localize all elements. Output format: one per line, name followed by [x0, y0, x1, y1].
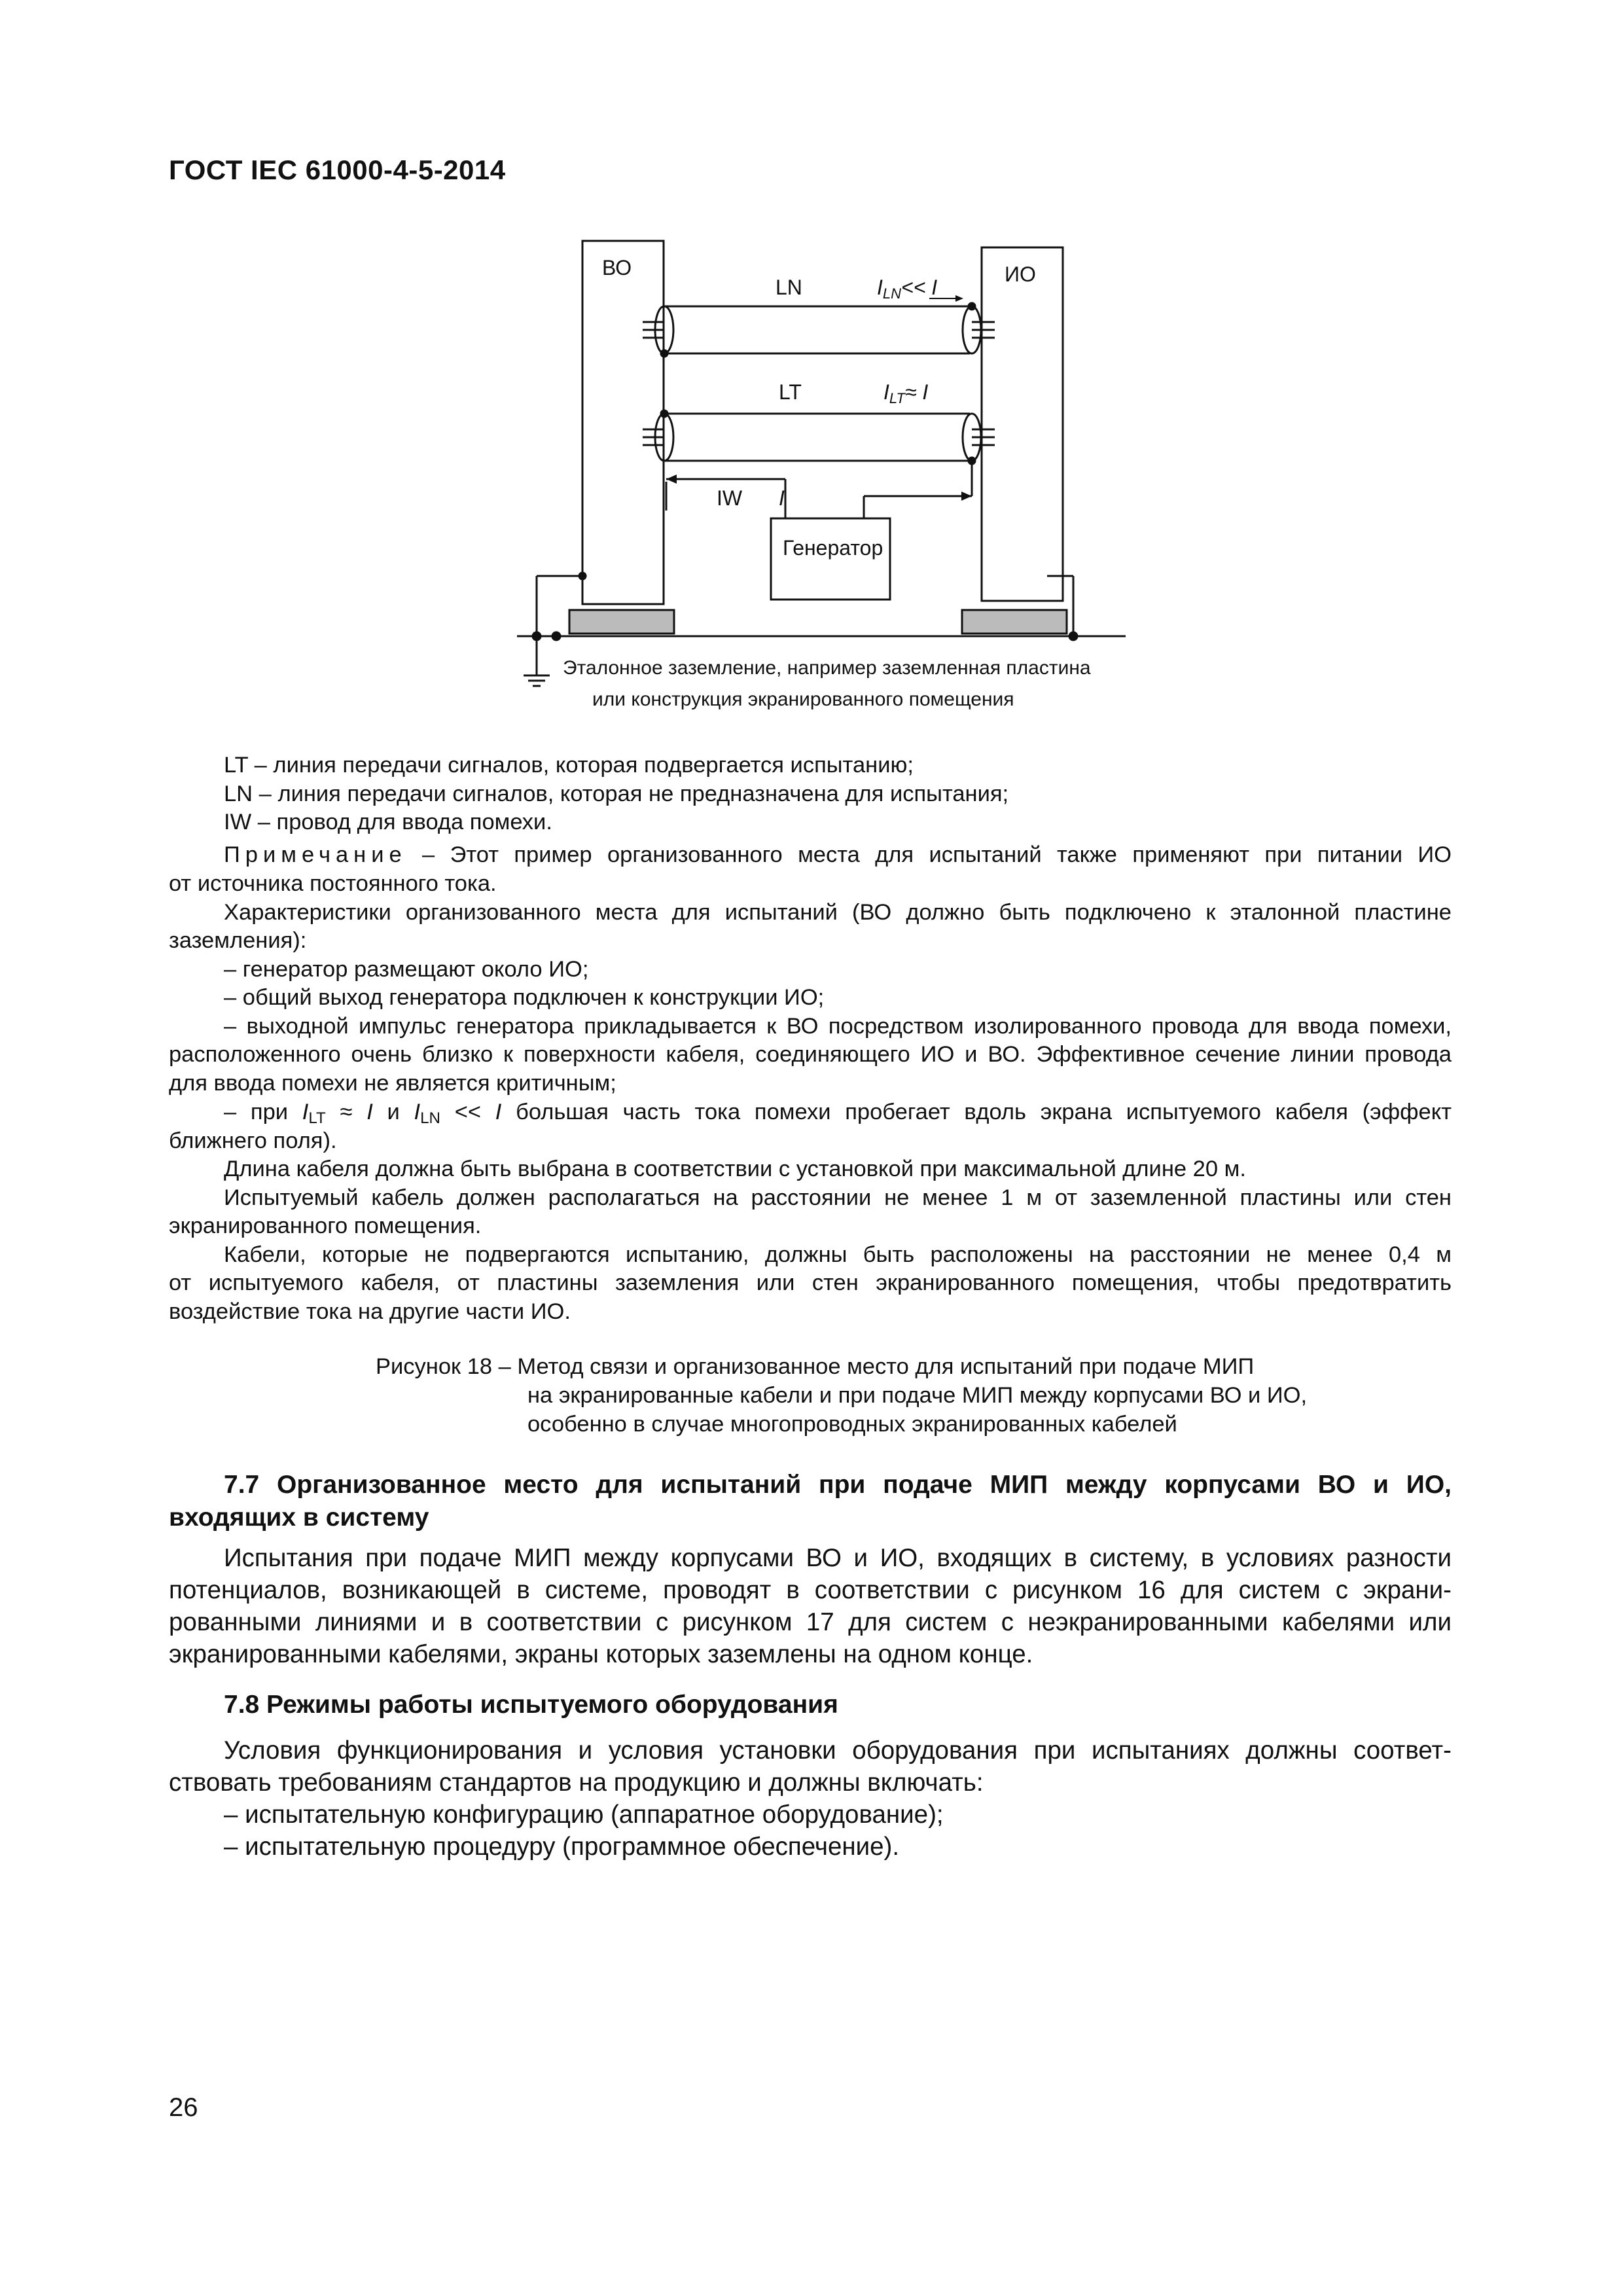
other-line1: Кабели, которые не подвергаются испытанию, должны быть расположены на расстоянии не менее 0,4 м [224, 1242, 1452, 1267]
ground-plate-left [569, 610, 674, 634]
char-intro-line2: заземления): [169, 928, 307, 953]
distance-line2: экранированного помещения. [169, 1213, 482, 1238]
ground-plate-right [962, 610, 1067, 634]
note-line2: от источника постоянного тока. [169, 871, 497, 896]
section-7-7-p-line4: экранированными кабелями, экраны которых заземлены на одном конце. [169, 1640, 1033, 1668]
figure-caption-line3: особенно в случае многопроводных экранированных кабелей [527, 1412, 1177, 1437]
char-item2: – общий выход генератора подключен к конструкции ИО; [224, 985, 825, 1010]
cable-ln [643, 303, 995, 357]
section-7-7-heading-line1: 7.7 Организованное место для испытаний при подаче МИП между корпусами ВО и ИО, [224, 1471, 1452, 1499]
section-7-7-p-line1: Испытания при подаче МИП между корпусами ВО и ИО, входящих в систему, в условиях разности [224, 1544, 1452, 1572]
legend-lt: LT – линия передачи сигналов, которая подвергается испытанию; [224, 753, 914, 778]
distance-line1: Испытуемый кабель должен располагаться на расстоянии не менее 1 м от заземленной пластины или стен [224, 1185, 1452, 1210]
label-iw: IW [717, 486, 743, 510]
box-bo [582, 241, 664, 604]
char-item3-line1: – выходной импульс генератора прикладывается к ВО посредством изолированного провода для ввода помехи, [224, 1014, 1452, 1039]
page-number: 26 [169, 2093, 198, 2122]
section-7-8-p-line2: ствовать требованиям стандартов на продукцию и должны включать: [169, 1768, 984, 1797]
char-item4-line1: – при $I_{LT} \approx I$ и $I_{LN} << I$ большая часть тока помехи пробегает вдоль экрана испытуемого кабеля (эффект [224, 1100, 1452, 1127]
char-item3-line3: для ввода помехи не является критичным; [169, 1071, 616, 1096]
section-7-7-heading-line2: входящих в систему [169, 1503, 429, 1532]
box-io [982, 247, 1063, 601]
figure-caption-line2: на экранированные кабели и при подаче МИП между корпусами ВО и ИО, [527, 1383, 1308, 1408]
other-line2: от испытуемого кабеля, от пластины заземления или стен экранированного помещения, чтобы предотвратить [169, 1270, 1452, 1295]
section-7-8-item2: – испытательную процедуру (программное обеспечение). [224, 1833, 900, 1861]
section-7-8-p-line1: Условия функционирования и условия установки оборудования при испытаниях должны соответ- [224, 1736, 1452, 1765]
figure-caption [376, 1352, 1307, 1439]
section-7-8-item1: – испытательную конфигурацию (аппаратное оборудование); [224, 1801, 944, 1829]
cable-lt [643, 410, 995, 464]
legend-ln: LN – линия передачи сигналов, которая не предназначена для испытания; [224, 781, 1009, 806]
figure-caption-line1: Рисунок 18 – Метод связи и организованное место для испытаний при подаче МИП [376, 1354, 1255, 1379]
char-item3-line2: расположенного очень близко к поверхности кабеля, соединяющего ИО и ВО. Эффективное сечение линии провода [169, 1042, 1452, 1067]
label-ln: LN [776, 276, 802, 299]
char-item1: – генератор размещают около ИО; [224, 957, 589, 982]
label-ilt: ILT≈ I [883, 380, 929, 406]
document-header: ГОСТ IEC 61000-4-5-2014 [169, 154, 506, 185]
note-line1: Примечание – Этот пример организованного места для испытаний также применяют при питании ИО [224, 842, 1452, 867]
char-item4-line2: ближнего поля). [169, 1128, 337, 1153]
char-intro-line1: Характеристики организованного места для испытаний (ВО должно быть подключено к эталонной пластине [224, 900, 1452, 925]
injection-wire [666, 461, 972, 518]
section-7-7-p-line3: рованными линиями и в соответствии с рисунком 17 для систем с неэкранированными кабелями или [169, 1608, 1452, 1636]
coupling-diagram [497, 236, 1158, 726]
label-io: ИО [1005, 262, 1036, 286]
ground-caption-line1: Эталонное заземление, например заземленная пластина [563, 657, 1091, 679]
label-lt: LT [779, 380, 802, 404]
ground-caption-line2: или конструкция экранированного помещения [592, 689, 1014, 710]
legend-iw: IW – провод для ввода помехи. [224, 810, 552, 834]
label-bo: ВО [602, 256, 632, 279]
section-7-7-p-line2: потенциалов, возникающей в системе, проводят в соответствии с рисунком 16 для систем с экрани- [169, 1576, 1452, 1604]
cable-length: Длина кабеля должна быть выбрана в соответствии с установкой при максимальной длине 20 м. [224, 1157, 1246, 1181]
label-iw-current: I [779, 486, 785, 510]
note-label: Примечание [224, 842, 407, 867]
label-generator: Генератор [783, 536, 883, 560]
label-iln: ILN<< I [877, 276, 938, 302]
other-line3: воздействие тока на другие части ИО. [169, 1299, 571, 1324]
section-7-8-heading: 7.8 Режимы работы испытуемого оборудования [224, 1691, 838, 1719]
